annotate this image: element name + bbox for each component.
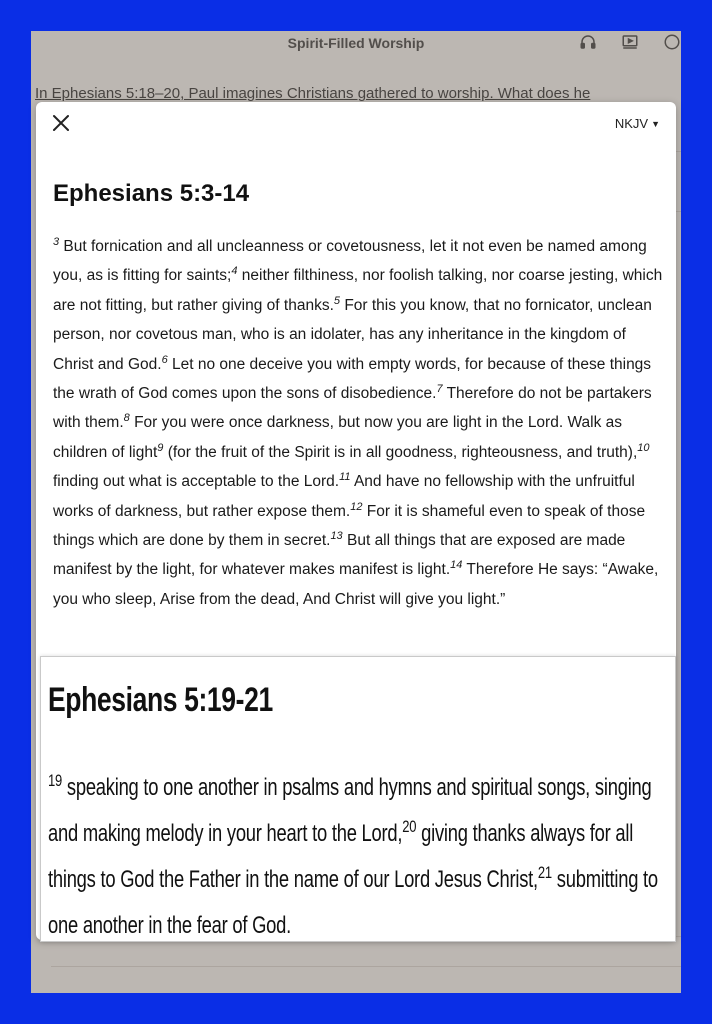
verse-text: For you were once darkness, but now you are light in the Lord. Walk as children of light: [53, 414, 622, 461]
verse-number: 10: [637, 441, 650, 454]
pasted-passage-text: [48, 765, 668, 942]
verse-number: 21: [537, 863, 552, 882]
version-selector[interactable]: [615, 116, 660, 131]
verse-number: 9: [157, 441, 164, 454]
verse-number: 12: [350, 500, 363, 513]
caret-down-icon: ▼: [651, 118, 660, 129]
verse-text: (for the fruit of the Spirit is in all goodness, righteousness, and truth),: [163, 443, 638, 461]
pasted-passage-title: Ephesians 5:19-21: [48, 681, 273, 719]
verse-text: But fornication and all uncleanness or covetousness, let it not even be named among you, as is fitting for saints;: [53, 238, 647, 285]
verse-number: 6: [161, 353, 168, 366]
verse-text: speaking to one another in psalms and hymns and spiritual songs, singing and making melody in your heart to the Lord,: [48, 774, 652, 847]
passage-text: [53, 232, 665, 614]
passage-title: Ephesians 5:3-14: [53, 180, 250, 207]
close-button[interactable]: [50, 112, 72, 134]
version-label: NKJV: [614, 116, 649, 131]
verse-number: 4: [231, 265, 238, 278]
verse-text: submitting to one another in the fear of God.: [48, 866, 658, 939]
verse-number: 19: [48, 771, 63, 790]
verse-text: For this you know, that no fornicator, unclean person, nor covetous man, who is an idolater, has any inheritance in the kingdom of Christ and God.: [53, 296, 652, 373]
pasted-passage-image: [40, 656, 676, 942]
verse-number: 5: [333, 294, 341, 307]
intro-text: In Ephesians 5:18–20, Paul imagines Christians gathered to worship. What does he: [35, 85, 591, 102]
verse-number: 14: [450, 559, 463, 572]
verse-text: Therefore He says: “Awake, you who sleep, Arise from the dead, And Christ will give you light.”: [53, 561, 659, 608]
verse-text: Let no one deceive you with empty words, for because of these things the wrath of God comes upon the sons of disobedience.: [53, 355, 652, 403]
verse-text: For it is shameful even to speak of those things which are done by them in secret.: [53, 502, 646, 550]
verse-number: 7: [436, 382, 443, 395]
app-header-title: Spirit-Filled Worship: [287, 35, 425, 51]
verse-text: finding out what is acceptable to the Lord.: [53, 473, 340, 491]
verse-number: 11: [339, 471, 351, 484]
verse-number: 13: [330, 529, 343, 542]
verse-number: 3: [53, 235, 60, 248]
verse-text: neither filthiness, nor foolish talking, nor coarse jesting, which are not fitting, but rather giving of thanks.: [53, 267, 663, 314]
verse-text: And have no fellowship with the unfruitful works of darkness, but rather expose them.: [53, 473, 635, 520]
verse-number: 20: [402, 817, 417, 836]
verse-text: giving thanks always for all things to God the Father in the name of our Lord Jesus Christ,: [48, 820, 634, 893]
close-icon: [52, 114, 70, 132]
verse-number: 8: [123, 412, 130, 425]
verse-text: But all things that are exposed are made manifest by the light, for whatever makes manifest is light.: [53, 532, 626, 579]
verse-text: Therefore do not be partakers with them.: [53, 385, 652, 432]
